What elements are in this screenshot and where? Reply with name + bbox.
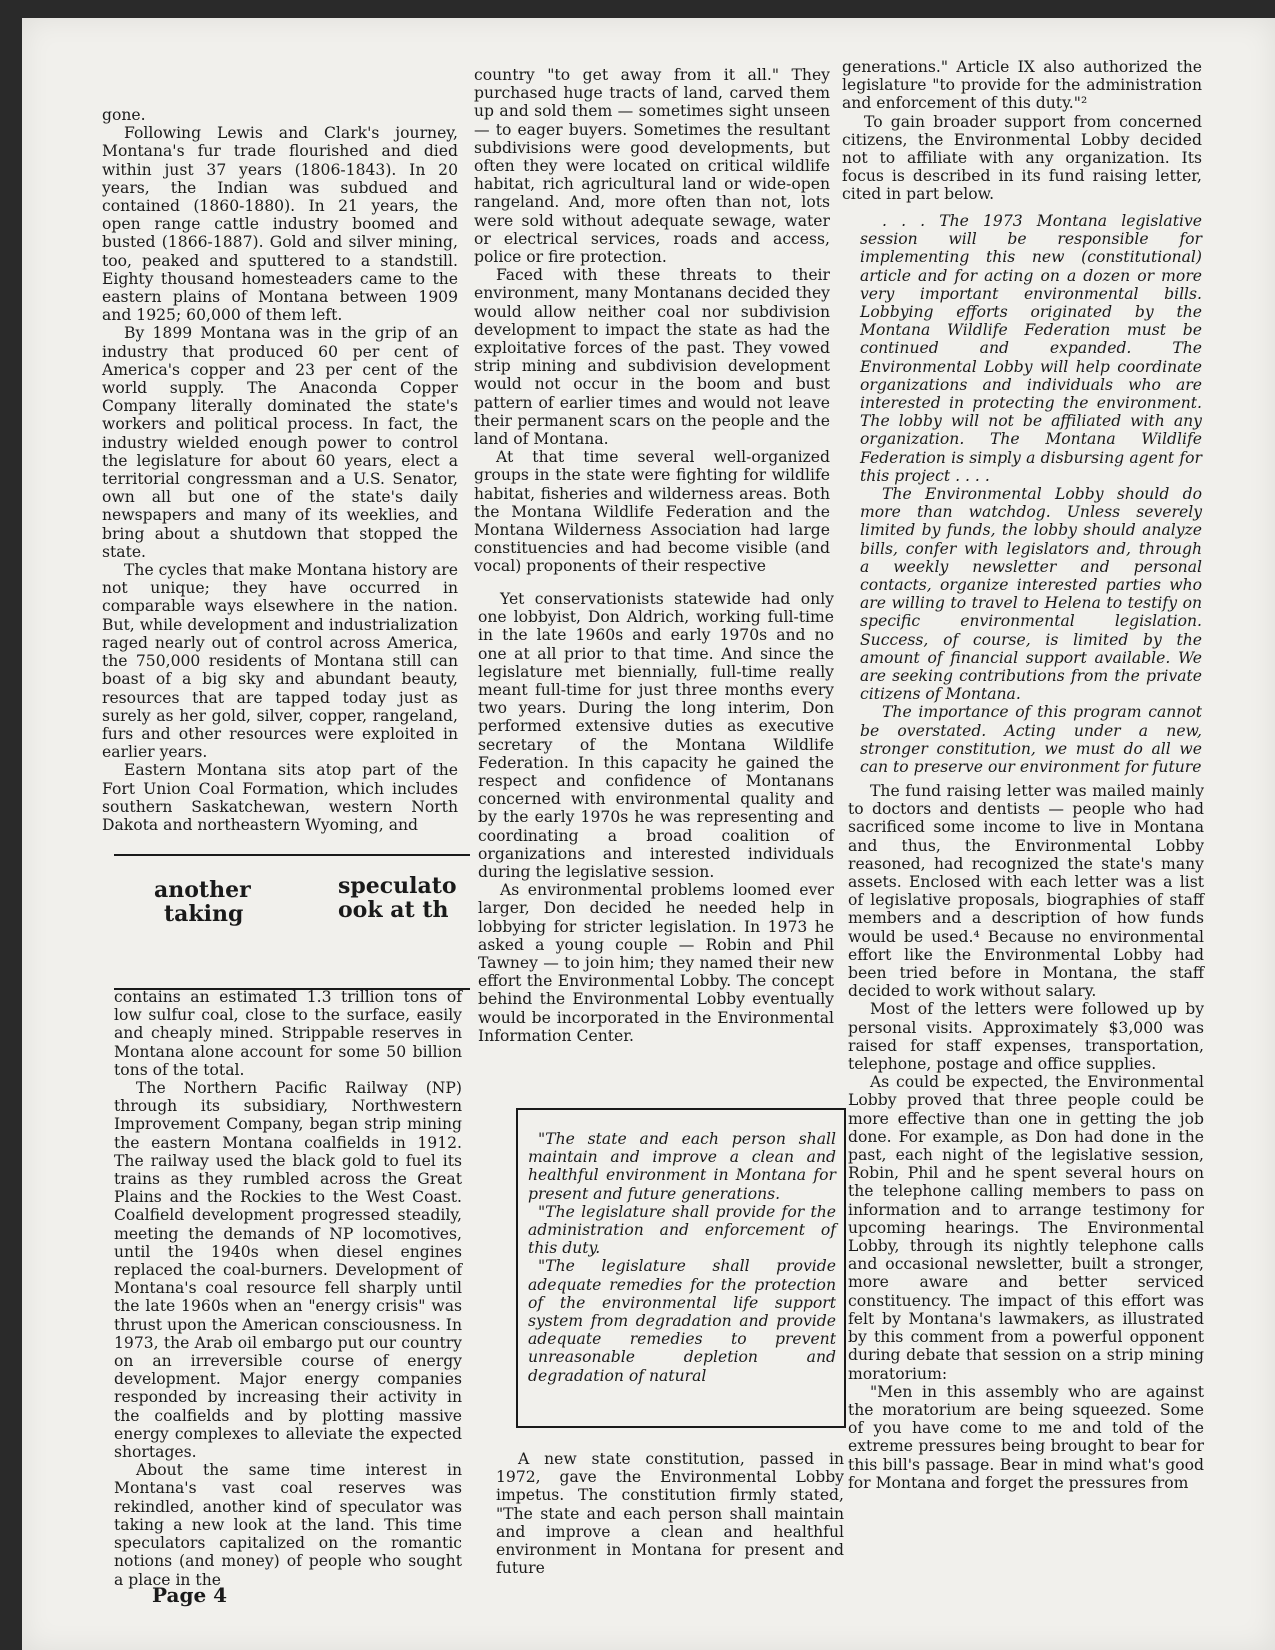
paragraph: At that time several well-organized groups in the state were fighting for wildlife habitat, fisheries and wilderness areas. Both the Montana Wildlife Federation and the Montana Wilderness Association had large constituencies and had become visible (and vocal) proponents of their respective (474, 448, 830, 576)
pull-quote-left (154, 878, 251, 926)
paragraph: To gain broader support from concerned citizens, the Environmental Lobby decided not to affiliate with any organization. Its focus is described in its fund raising letter, cited in part below. (842, 112, 1202, 204)
quote-paragraph: "The state and each person shall maintain and improve a clean and healthful environment in Montana for present and future generations. (528, 1130, 836, 1203)
pull-quote-line: speculato (338, 873, 457, 899)
column-1-bottom (114, 988, 462, 1589)
paragraph: The fund raising letter was mailed mainly to doctors and dentists — people who had sacrificed some income to live in Montana and thus, the Environmental Lobby reasoned, had recognized the state's many assets. Enclosed with each letter was a list of legislative proposals, biographies of staff members and a description of how funds would be used.⁴ Because no environmental effort like the Environmental Lobby had been tried before in Montana, the staff decided to work without salary. (848, 782, 1204, 1001)
paragraph: A new state constitution, passed in 1972, gave the Environmental Lobby impetus. The constitution firmly stated, "The state and each person shall maintain and improve a clean and healthful environment in Montana for present and future (496, 1450, 844, 1578)
paragraph: generations." Article IX also authorized the legislature "to provide for the administration and enforcement of this duty."² (842, 58, 1202, 113)
pull-quote-right (338, 874, 457, 922)
paragraph: The cycles that make Montana history are not unique; they have occurred in comparable ways elsewhere in the nation. But, while development and industrialization raged nearly out of control across America, the 750,000 residents of Montana still can boast of a big sky and abundant beauty, resources that are tapped today just as surely as her gold, silver, copper, rangeland, furs and other resources were exploited in earlier years. (102, 561, 458, 762)
column-2-top (474, 66, 830, 576)
column-3-bottom (848, 782, 1204, 1492)
paragraph: By 1899 Montana was in the grip of an industry that produced 60 per cent of America's copper and 23 per cent of the world supply. The Anaconda Copper Company literally dominated the state's workers and political process. In fact, the industry wielded enough power to control the legislature for about 60 years, elect a territorial congressman and a U.S. Senator, own all but one of the state's daily newspapers and many of its weeklies, and bring about a shutdown that stopped the state. (102, 324, 458, 561)
constitution-quote-box (516, 1108, 846, 1428)
pull-quote (114, 854, 470, 990)
constitution-quote (528, 1130, 836, 1385)
paragraph: Yet conservationists statewide had only one lobbyist, Don Aldrich, working full-time in the late 1960s and early 1970s and no one at all prior to that time. And since the legislature met biennially, full-time really meant full-time for just three months every two years. During the long interim, Don performed extensive duties as executive secretary of the Montana Wildlife Federation. In this capacity he gained the respect and confidence of Montanans concerned with environmental quality and by the early 1970s he was representing and coordinating a broad coalition of organizations and interested individuals during the legislative session. (478, 590, 834, 882)
paragraph: country "to get away from it all." They purchased huge tracts of land, carved them up and sold them — sometimes sight unseen — to eager buyers. Sometimes the resultant subdivisions were good developments, but often they were located on critical wildlife habitat, rich agricultural land or wide-open rangeland. And, more often than not, lots were sold without adequate sewage, water or electrical services, roads and access, police or fire protection. (474, 66, 830, 267)
paragraph: Most of the letters were followed up by personal visits. Approximately $3,000 was raised for staff expenses, transportation, telephone, postage and office supplies. (848, 1000, 1204, 1074)
page-number: Page 4 (152, 1583, 228, 1607)
column-2-middle (478, 590, 834, 1045)
quote-paragraph: "The legislature shall provide adequate remedies for the protection of the environmental life support system from degradation and provide adequate remedies to prevent unreasonable depletion and degradation of natural (528, 1257, 836, 1385)
letter-paragraph: . . . The 1973 Montana legislative session will be responsible for implementing this new (constitutional) article and for acting on a dozen or more very important environmental bills. Lobbying efforts originated by the Montana Wildlife Federation must be continued and expanded. The Environmental Lobby will help coordinate organizations and individuals who are interested in protecting the environment. The lobby will not be affiliated with any organization. The Montana Wildlife Federation is simply a disbursing agent for this project . . . . (860, 212, 1202, 485)
letter-paragraph: The Environmental Lobby should do more than watchdog. Unless severely limited by funds, the lobby should analyze bills, confer with legislators and, through a weekly newsletter and personal contacts, organize interested parties who are willing to travel to Helena to testify on specific environmental legislation. Success, of course, is limited by the amount of financial support available. We are seeking contributions from the private citizens of Montana. (860, 485, 1202, 704)
paragraph: "Men in this assembly who are against the moratorium are being squeezed. Some of you have come to me and told of the extreme pressures being brought to bear for this bill's passage. Bear in mind what's good for Montana and forget the pressures from (848, 1382, 1204, 1492)
paragraph: contains an estimated 1.3 trillion tons of low sulfur coal, close to the surface, easily and cheaply mined. Strippable reserves in Montana alone account for some 50 billion tons of the total. (114, 988, 462, 1079)
magazine-page (22, 18, 1275, 1650)
column-3-top (842, 58, 1202, 204)
column-1-top (102, 106, 458, 834)
letter-paragraph: The importance of this program cannot be overstated. Acting under a new, stronger constitution, we must do all we can to preserve our environment for future (860, 703, 1202, 777)
paragraph: As could be expected, the Environmental Lobby proved that three people could be more effective than one in getting the job done. For example, as Don had done in the past, each night of the legislative session, Robin, Phil and he spent several hours on the telephone calling members to pass on information and to arrange testimony for upcoming hearings. The Environmental Lobby, through its nightly telephone calls and occasional newsletter, built a stronger, more aware and better serviced constituency. The impact of this effort was felt by Montana's lawmakers, as illustrated by this comment from a powerful opponent during debate that session on a strip mining moratorium: (848, 1073, 1204, 1383)
paragraph: The Northern Pacific Railway (NP) through its subsidiary, Northwestern Improvement Company, began strip mining the eastern Montana coalfields in 1912. The railway used the black gold to fuel its trains as they rumbled across the Great Plains and the Rockies to the West Coast. Coalfield development progressed steadily, meeting the demands of NP locomotives, until the 1940s when diesel engines replaced the coal-burners. Development of Montana's coal resource fell sharply until the late 1960s when an "energy crisis" was thrust upon the American consciousness. In 1973, the Arab oil embargo put our country on an irreversible course of energy development. Major energy companies responded by increasing their activity in the coalfields and by plotting massive energy complexes to alleviate the expected shortages. (114, 1079, 462, 1462)
fund-raising-letter-excerpt (860, 212, 1202, 776)
paragraph: Following Lewis and Clark's journey, Montana's fur trade flourished and died within just 37 years (1806-1843). In 20 years, the Indian was subdued and contained (1860-1880). In 21 years, the open range cattle industry boomed and busted (1866-1887). Gold and silver mining, too, peaked and sputtered to a standstill. Eighty thousand homesteaders came to the eastern plains of Montana between 1909 and 1925; 60,000 of them left. (102, 124, 458, 325)
quote-paragraph: "The legislature shall provide for the administration and enforcement of this duty. (528, 1202, 836, 1258)
pull-quote-line: ook at th (338, 897, 449, 923)
paragraph: About the same time interest in Montana's vast coal reserves was rekindled, another kind of speculator was taking a new look at the land. This time speculators capitalized on the romantic notions (and money) of people who sought a place in the (114, 1461, 462, 1589)
column-2-bottom (496, 1450, 844, 1577)
paragraph: As environmental problems loomed ever larger, Don decided he needed help in lobbying for stricter legislation. In 1973 he asked a young couple — Robin and Phil Tawney — to join him; they named their new effort the Environmental Lobby. The concept behind the Environmental Lobby eventually would be incorporated in the Environmental Information Center. (478, 881, 834, 1045)
pull-quote-line: another (154, 877, 251, 903)
pull-quote-line: taking (164, 901, 244, 927)
paragraph: gone. (102, 106, 146, 124)
paragraph: Eastern Montana sits atop part of the Fort Union Coal Formation, which includes southern Saskatchewan, western North Dakota and northeastern Wyoming, and (102, 761, 458, 834)
paragraph: Faced with these threats to their environment, many Montanans decided they would allow neither coal nor subdivision development to impact the state as had the exploitative forces of the past. They vowed strip mining and subdivision development would not occur in the boom and bust pattern of earlier times and would not leave their permanent scars on the people and the land of Montana. (474, 266, 830, 449)
